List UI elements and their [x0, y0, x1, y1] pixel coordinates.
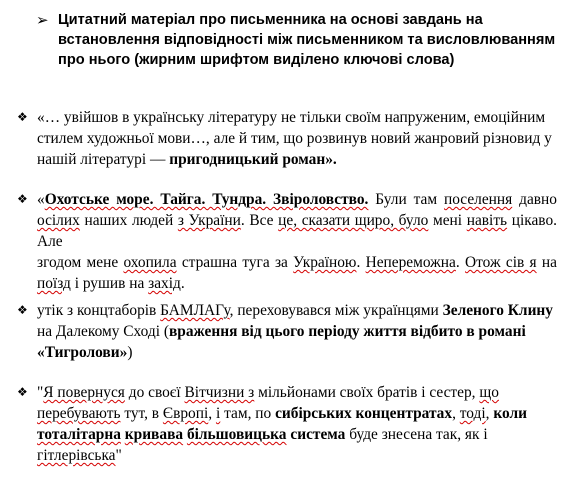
diamond-bullet-icon: ❖ — [17, 385, 28, 399]
quote-segment: Були там — [368, 191, 444, 208]
quote-segment: Вітчизни з — [184, 384, 255, 401]
keyword: кривава — [124, 426, 184, 443]
quote-segment: ) — [127, 344, 133, 361]
keyword: Охотське море. Тайга. Тундра. Звіроловство. — [44, 191, 369, 208]
quote-segment: . — [455, 254, 466, 271]
keyword: тоталітарна — [37, 426, 121, 443]
quote-segment: і — [215, 405, 221, 422]
keyword: пригодницький роман». — [169, 151, 337, 168]
keyword: Зеленого Клину — [442, 302, 553, 319]
quote-text — [37, 107, 557, 170]
quote-segment: . Все — [240, 212, 279, 229]
quote-segment: з України — [177, 212, 241, 229]
quote-segment: на — [536, 254, 557, 271]
section-heading — [36, 10, 556, 70]
quote-segment: . — [356, 254, 366, 271]
quote-segment: " — [115, 447, 122, 464]
quote-segment: . — [180, 275, 185, 292]
quote-item-4 — [17, 382, 557, 466]
quote-segment: до своєї — [124, 384, 185, 401]
quote-segment: Україною — [293, 254, 357, 271]
quote-segment: давно — [512, 191, 557, 208]
quote-text — [37, 382, 557, 466]
quote-segment: охопила — [123, 254, 177, 271]
quote-segment: буде знесена так, як і — [345, 426, 488, 443]
quote-segment: що перебувають — [37, 384, 499, 422]
quote-segment: на Далекому Сході ( — [37, 323, 169, 340]
quote-segment: , — [208, 405, 216, 422]
quote-segment: захід — [148, 275, 181, 292]
quote-item-1 — [17, 107, 557, 170]
keyword: більшовицька — [186, 426, 287, 443]
quote-segment: поїзд — [37, 275, 71, 292]
quote-segment: мільйонами своїх братів і сестер, — [254, 384, 480, 401]
quote-segment: мені — [428, 212, 467, 229]
quote-segment: тут, в — [120, 405, 163, 422]
quote-segment: Отож сів я — [465, 254, 537, 271]
quote-segment: страшна туга за — [176, 254, 294, 271]
quote-item-3 — [17, 300, 557, 363]
diamond-bullet-icon: ❖ — [17, 303, 28, 317]
quote-segment: і рушив на — [70, 275, 149, 292]
quote-segment: БАМЛАГу — [160, 302, 230, 319]
quote-segment: " — [37, 384, 44, 401]
quote-segment: утік з концтаборів — [37, 302, 161, 319]
quote-segment: Я повернуся — [43, 384, 125, 401]
keyword: сибірських концентратах — [275, 405, 453, 422]
quote-segment: , — [485, 405, 494, 422]
quote-segment: це, сказати щиро, було — [278, 212, 429, 229]
quote-text — [37, 189, 557, 294]
keyword: коли — [493, 405, 528, 422]
quote-segment: цікаво. Але — [37, 212, 557, 250]
quote-segment: Європі — [162, 405, 209, 422]
quote-segment: Непереможна — [365, 254, 456, 271]
quote-segment: гітлерівська — [37, 447, 116, 464]
quote-segment: осілих — [37, 212, 80, 229]
arrow-bullet-icon: ➢ — [36, 11, 49, 29]
quote-segment: згодом мене — [37, 254, 124, 271]
quote-segment: навіть — [466, 212, 508, 229]
quote-segment: , переховувався між українцями — [229, 302, 443, 319]
heading-text: Цитатний матеріал про письменника на основі завдань на встановлення відповідності між письменником та висловлюванням про нього (жирним шрифтом виділено ключові слова) — [58, 12, 556, 68]
quote-text — [37, 300, 557, 363]
quote-segment: наших людей — [79, 212, 178, 229]
quote-segment: «… увійшов в українську літературу не тільки своїм напруженим, емоційним стилем художньої мови…, але й тим, що розвинув новий жанровий різновид у нашій літературі — — [37, 109, 552, 168]
diamond-bullet-icon: ❖ — [17, 192, 28, 206]
keyword: враження від цього періоду життя відбито в романі «Тигролови» — [37, 323, 526, 361]
quote-segment: « — [37, 191, 45, 208]
quote-segment: , — [452, 405, 460, 422]
quote-segment: там, по — [220, 405, 276, 422]
diamond-bullet-icon: ❖ — [17, 110, 28, 124]
quote-segment: поселення — [443, 191, 513, 208]
quote-segment: тоді — [459, 405, 486, 422]
quote-item-2 — [17, 189, 557, 294]
keyword: система — [290, 426, 346, 443]
